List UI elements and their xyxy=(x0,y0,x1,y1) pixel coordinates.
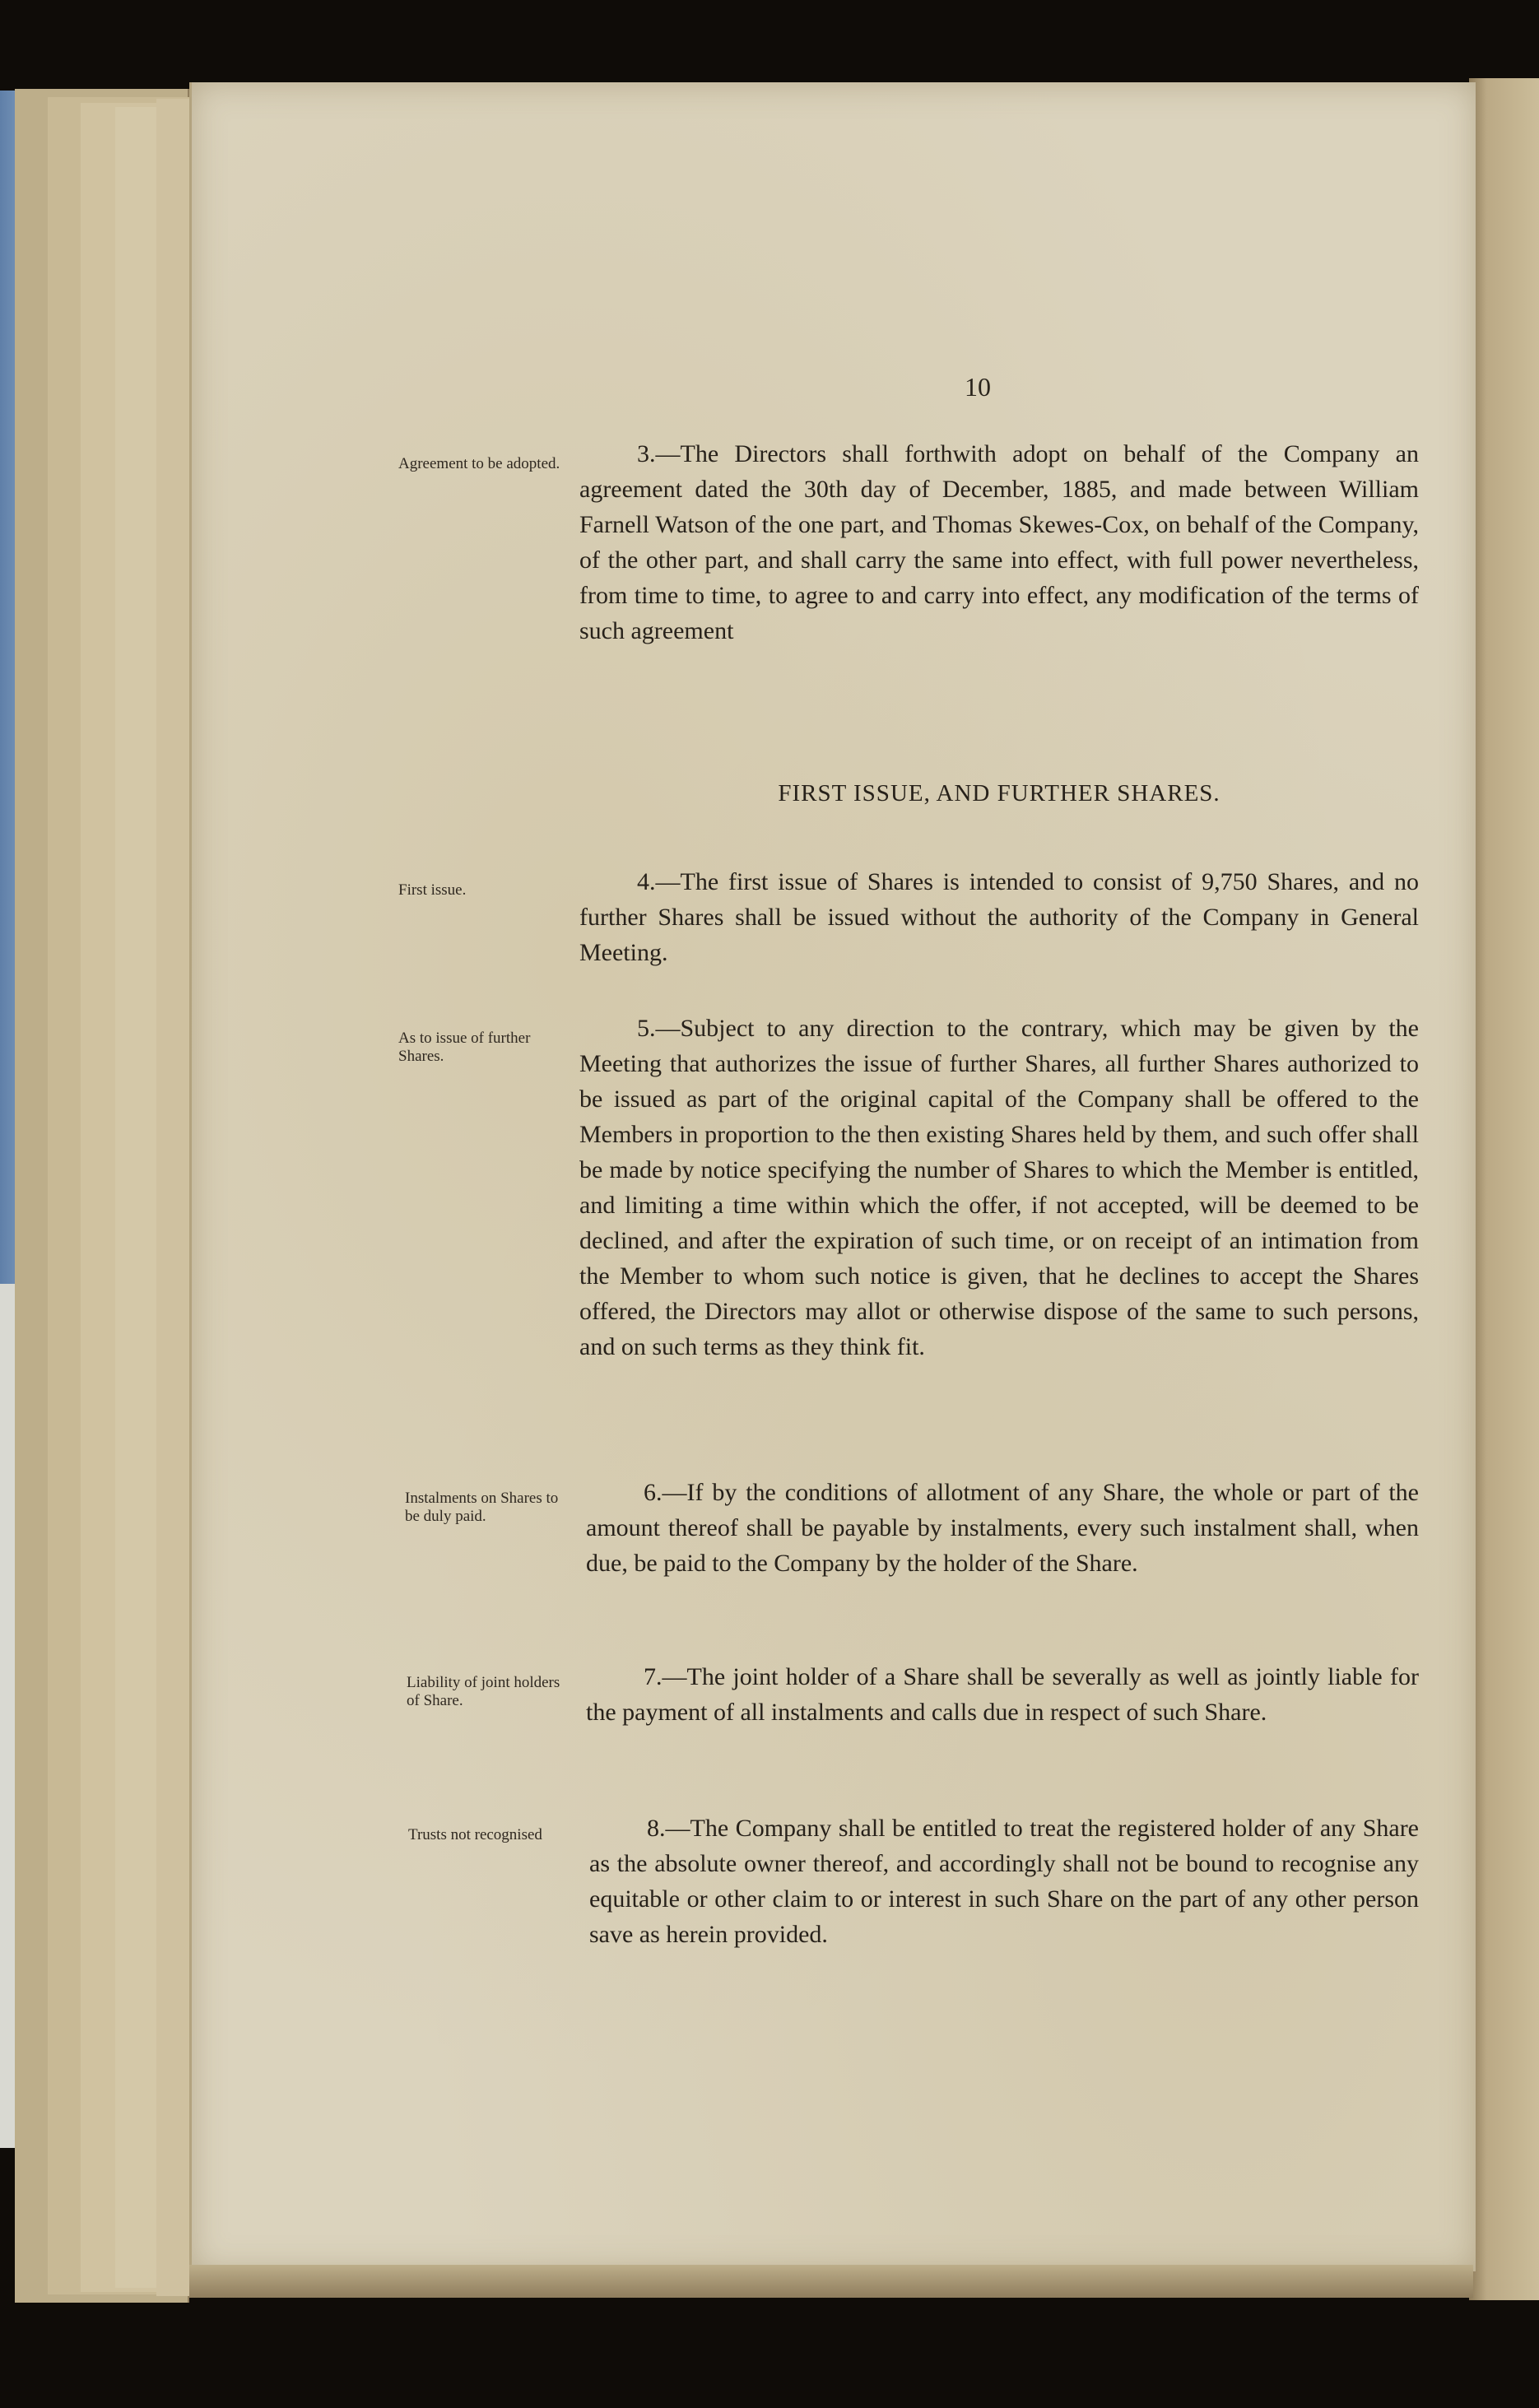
page-number: 10 xyxy=(965,372,991,402)
article-6: 6.—If by the conditions of allotment of any Share, the whole or part of the amount thereof shall be payable by instalments, every such instalment shall, when due, be paid to the Company by the holder of the Share. xyxy=(586,1479,1419,1577)
margin-note-first-issue: First issue. xyxy=(398,881,467,899)
article-4: 4.—The first issue of Shares is intended to consist of 9,750 Shares, and no further Shares shall be issued without the authority of the Company in General Meeting. xyxy=(579,868,1419,966)
article-3: 3.—The Directors shall forthwith adopt on behalf of the Company an agreement dated the 30th day of December, 1885, and made between William Farnell Watson of the one part, and Thomas Skewes-Cox, on behalf of the Company, of the other part, and shall carry the same into effect, with full power nevertheless, from time to time, to agree to and carry into effect, any modification of the terms of such agreement xyxy=(579,440,1419,644)
margin-note-instalments: Instalments on Shares to be duly paid. xyxy=(405,1490,559,1525)
margin-note-agreement: Agreement to be adopted. xyxy=(398,455,560,472)
article-7: 7.—The joint holder of a Share shall be severally as well as jointly liable for the payment of all instalments and calls due in respect of such Share. xyxy=(586,1663,1419,1726)
page-bottom-edge xyxy=(189,2265,1473,2298)
section-heading: FIRST ISSUE, AND FURTHER SHARES. xyxy=(778,780,1221,807)
margin-note-further-shares: As to issue of further Shares. xyxy=(398,1030,531,1065)
article-5: 5.—Subject to any direction to the contrary, which may be given by the Meeting that authorizes the issue of further Shares, all further Shares authorized to be issued as part of the original capital of the Company shall be offered to the Members in proportion to the then existing Shares held by them, and such offer shall be made by notice specifying the number of Shares to which the Member is entitled, and limiting a time within which the offer, if not accepted, will be deemed to be declined, and after the expiration of such time, or on receipt of an intimation from the Member to whom such notice is given, that he declines to accept the Shares offered, the Directors may allot or otherwise dispose of the same to such persons, and on such terms as they think fit. xyxy=(579,1015,1419,1360)
next-page-edge xyxy=(1469,78,1539,2300)
margin-note-joint-holders: Liability of joint holders of Share. xyxy=(407,1674,560,1709)
article-8: 8.—The Company shall be entitled to treat the registered holder of any Share as the absolute owner thereof, and accordingly shall not be bound to recognise any equitable or other claim to or interest in such Share on the part of any other person save as herein provided. xyxy=(589,1815,1419,1948)
margin-note-trusts: Trusts not recognised xyxy=(408,1826,542,1843)
